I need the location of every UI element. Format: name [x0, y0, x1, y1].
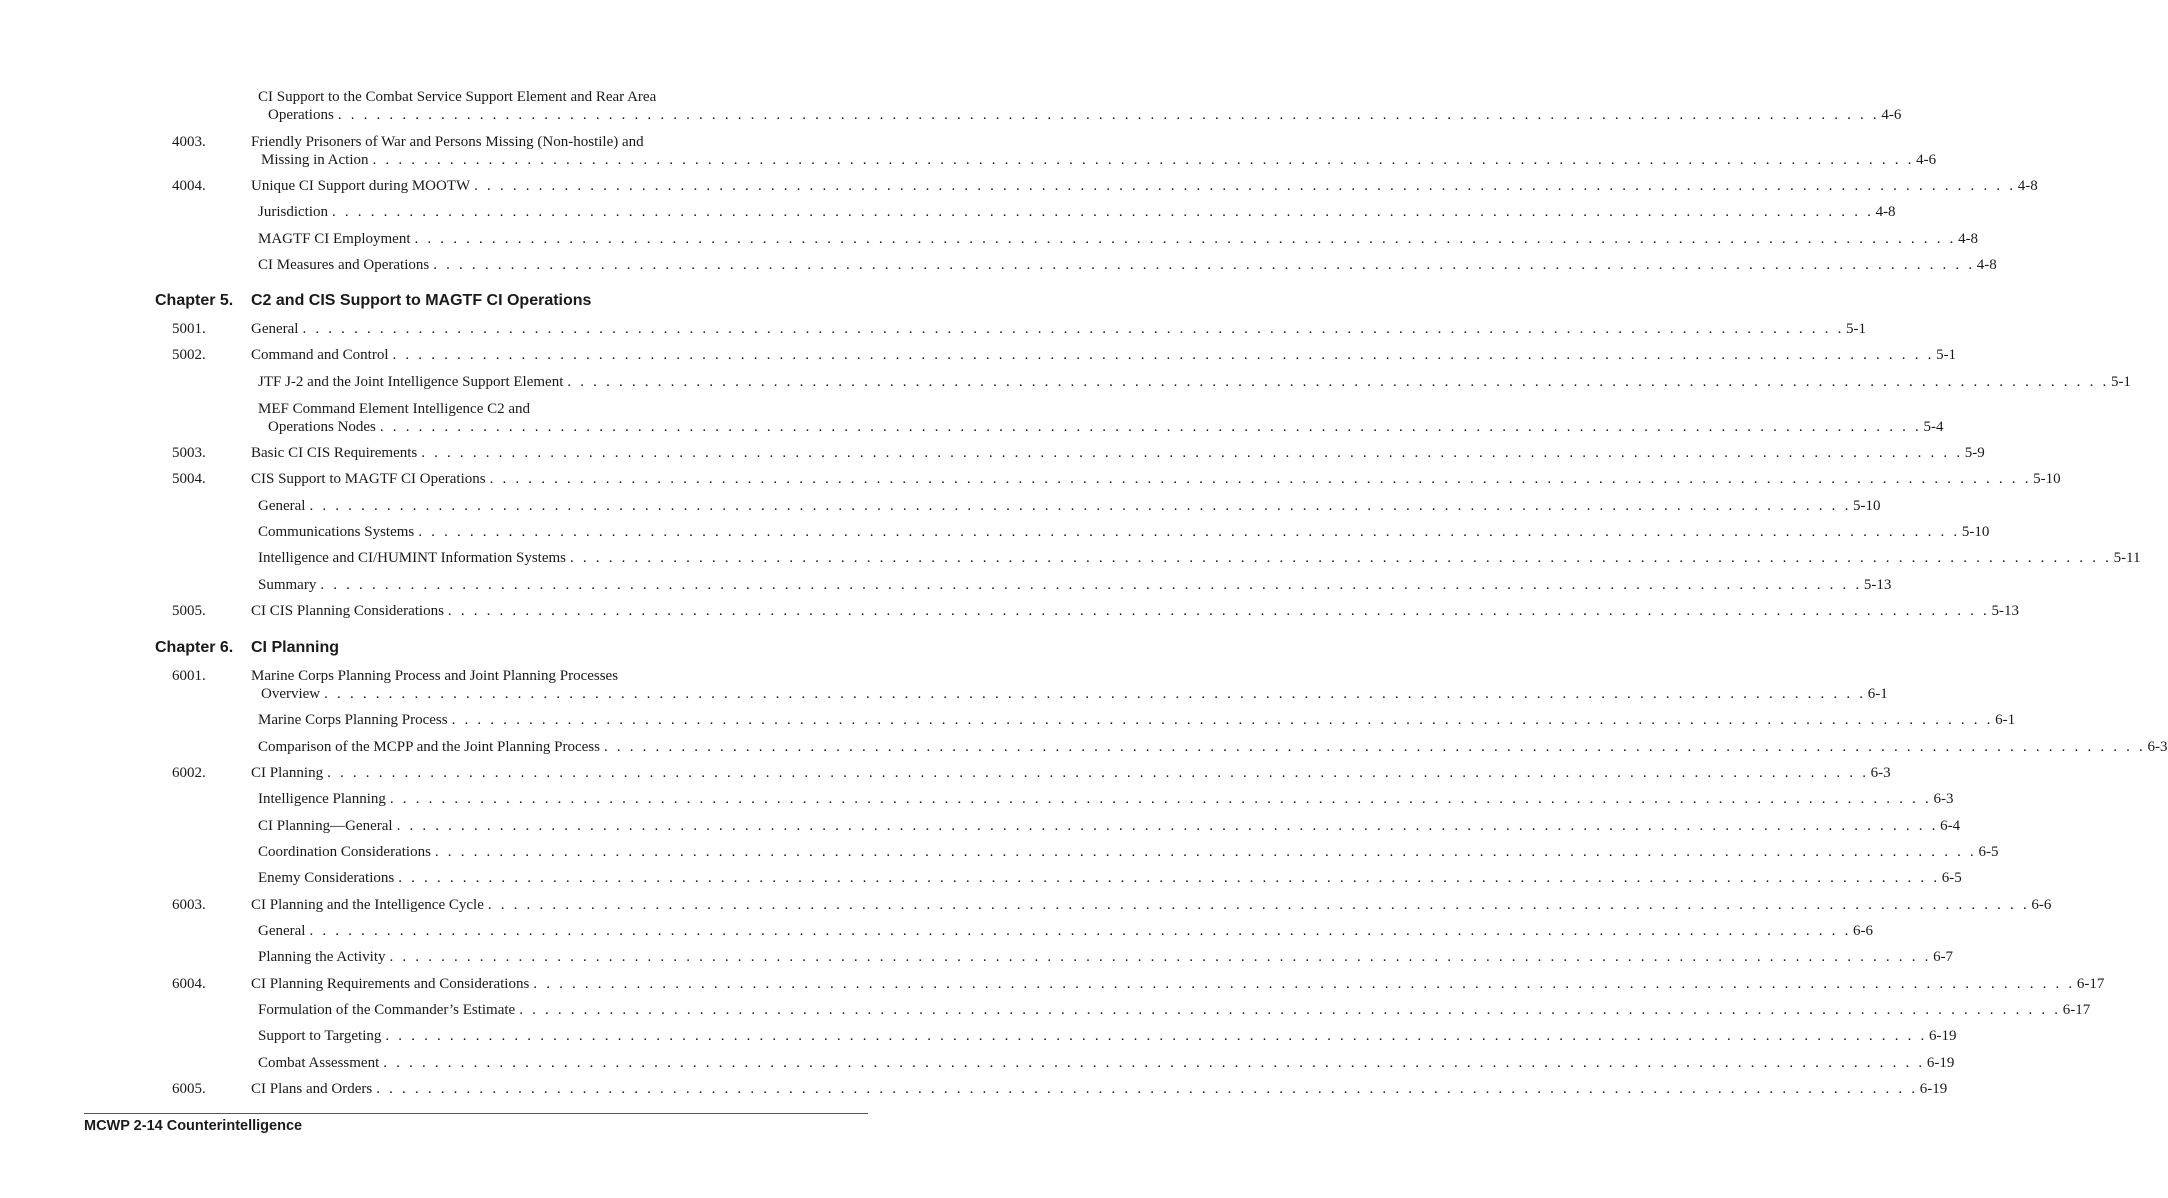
- section-number: 6002.: [172, 765, 206, 781]
- page-number: 4-8: [1875, 204, 1896, 220]
- dot-leader: . . . . . . . . . . . . . . . . . . . . . . . . . . . . . . . . . . . . . . . . . . . . . . . . . . . . . . . . . . . . . . . . . . . . . . . . . . . . . . . . . . . . . . . . . . . . . . . . . . . . . . . . . . . . . . . . . . . . . . . .: [487, 897, 2030, 913]
- entry-leader-line: [251, 151, 1937, 169]
- entry-title-text: Enemy Considerations: [258, 870, 395, 886]
- entry-title-text: Formulation of the Commander’s Estimate: [258, 1002, 516, 1018]
- page-number: 5-10: [1961, 524, 1990, 540]
- page-number: 6-3: [1870, 765, 1891, 781]
- entry-title-text: Marine Corps Planning Process: [258, 712, 448, 728]
- entry-title: [251, 177, 2038, 195]
- entry-title-text: Support to Targeting: [258, 1028, 382, 1044]
- page-number: 6-5: [1941, 870, 1962, 886]
- dot-leader: . . . . . . . . . . . . . . . . . . . . . . . . . . . . . . . . . . . . . . . . . . . . . . . . . . . . . . . . . . . . . . . . . . . . . . . . . . . . . . . . . . . . . . . . . . . . . . . . . . . . . . . . . . . . . . . . . . . . . . . .: [385, 1028, 1927, 1044]
- entry-title-text: Missing in Action: [261, 152, 369, 168]
- entry-title-text: CI Planning—General: [258, 818, 393, 834]
- entry-title-line: Friendly Prisoners of War and Persons Missing (Non-hostile) and: [251, 134, 644, 150]
- entry-title-text: General: [258, 498, 306, 514]
- entry-leader-line: [251, 896, 2052, 914]
- entry-leader-line: [251, 444, 1985, 462]
- page-number: 6-6: [1853, 923, 1874, 939]
- entry-leader-line: [251, 470, 2061, 488]
- entry-title: [258, 203, 1896, 221]
- dot-leader: . . . . . . . . . . . . . . . . . . . . . . . . . . . . . . . . . . . . . . . . . . . . . . . . . . . . . . . . . . . . . . . . . . . . . . . . . . . . . . . . . . . . . . . . . . . . . . . . . . . . . . . . . . . . . . . . . . . . . . . .: [447, 603, 1990, 619]
- entry-title-text: Overview: [261, 686, 321, 702]
- entry-leader-line: [258, 1001, 2091, 1019]
- footer-title: MCWP 2-14 Counterintelligence: [84, 1118, 303, 1134]
- dot-leader: . . . . . . . . . . . . . . . . . . . . . . . . . . . . . . . . . . . . . . . . . . . . . . . . . . . . . . . . . . . . . . . . . . . . . . . . . . . . . . . . . . . . . . . . . . . . . . . . . . . . . . . . . . . . . . . . . . . . . . . .: [603, 739, 2146, 755]
- entry-title: [251, 346, 1957, 364]
- entry-title: [258, 843, 1999, 861]
- entry-title: [258, 1027, 1957, 1045]
- entry-title-text: CI CIS Planning Considerations: [251, 603, 444, 619]
- entry-leader-line: [258, 549, 2141, 567]
- entry-title: [251, 470, 2061, 488]
- entry-title: [258, 738, 2168, 756]
- entry-title: [258, 576, 1892, 594]
- entry-title-text: MAGTF CI Employment: [258, 231, 411, 247]
- entry-leader-line: [251, 346, 1957, 364]
- entry-title: [251, 444, 1985, 462]
- entry-title: [258, 373, 2131, 391]
- page-number: 5-13: [1863, 577, 1892, 593]
- dot-leader: . . . . . . . . . . . . . . . . . . . . . . . . . . . . . . . . . . . . . . . . . . . . . . . . . . . . . . . . . . . . . . . . . . . . . . . . . . . . . . . . . . . . . . . . . . . . . . . . . . . . . . . . . . . . . . . . . . . . . . . .: [433, 257, 1975, 273]
- dot-leader: . . . . . . . . . . . . . . . . . . . . . . . . . . . . . . . . . . . . . . . . . . . . . . . . . . . . . . . . . . . . . . . . . . . . . . . . . . . . . . . . . . . . . . . . . . . . . . . . . . . . . . . . . . . . . . . . . . . . . . . .: [421, 445, 1963, 461]
- section-number: 5003.: [172, 445, 206, 461]
- section-number: 5005.: [172, 603, 206, 619]
- page-number: 6-3: [1933, 791, 1954, 807]
- dot-leader: . . . . . . . . . . . . . . . . . . . . . . . . . . . . . . . . . . . . . . . . . . . . . . . . . . . . . . . . . . . . . . . . . . . . . . . . . . . . . . . . . . . . . . . . . . . . . . . . . . . . . . . . . . . . . . . . . . . . . . . .: [324, 686, 1866, 702]
- dot-leader: . . . . . . . . . . . . . . . . . . . . . . . . . . . . . . . . . . . . . . . . . . . . . . . . . . . . . . . . . . . . . . . . . . . . . . . . . . . . . . . . . . . . . . . . . . . . . . . . . . . . . . . . . . . . . . . . . . . . . . . .: [392, 347, 1935, 363]
- entry-leader-line: [251, 764, 1891, 782]
- entry-leader-line: [258, 1054, 1955, 1072]
- chapter-title: C2 and CIS Support to MAGTF CI Operations: [251, 292, 592, 309]
- entry-title: [258, 549, 2141, 567]
- section-number: 5002.: [172, 347, 206, 363]
- dot-leader: . . . . . . . . . . . . . . . . . . . . . . . . . . . . . . . . . . . . . . . . . . . . . . . . . . . . . . . . . . . . . . . . . . . . . . . . . . . . . . . . . . . . . . . . . . . . . . . . . . . . . . . . . . . . . . . . . . . . . . . .: [327, 765, 1869, 781]
- dot-leader: . . . . . . . . . . . . . . . . . . . . . . . . . . . . . . . . . . . . . . . . . . . . . . . . . . . . . . . . . . . . . . . . . . . . . . . . . . . . . . . . . . . . . . . . . . . . . . . . . . . . . . . . . . . . . . . . . . . . . . . .: [474, 178, 2016, 194]
- page-number: 6-4: [1940, 818, 1961, 834]
- entry-title-text: Summary: [258, 577, 317, 593]
- entry-title: [251, 602, 2019, 620]
- entry-leader-line: [258, 790, 1954, 808]
- dot-leader: . . . . . . . . . . . . . . . . . . . . . . . . . . . . . . . . . . . . . . . . . . . . . . . . . . . . . . . . . . . . . . . . . . . . . . . . . . . . . . . . . . . . . . . . . . . . . . . . . . . . . . . . . . . . . . . . . . . . . . . .: [332, 204, 1874, 220]
- entry-leader-line: [258, 373, 2131, 391]
- entry-title-text: Planning the Activity: [258, 949, 386, 965]
- dot-leader: . . . . . . . . . . . . . . . . . . . . . . . . . . . . . . . . . . . . . . . . . . . . . . . . . . . . . . . . . . . . . . . . . . . . . . . . . . . . . . . . . . . . . . . . . . . . . . . . . . . . . . . . . . . . . . . . . . . . . . . .: [337, 107, 1880, 123]
- entry-leader-line: [258, 497, 1881, 515]
- page-number: 6-19: [1919, 1081, 1948, 1097]
- page-number: 4-6: [1881, 107, 1902, 123]
- entry-title-text: General: [258, 923, 306, 939]
- entry-title-text: Unique CI Support during MOOTW: [251, 178, 471, 194]
- entry-title-text: Operations: [268, 107, 334, 123]
- entry-title: [258, 523, 1990, 541]
- entry-title: [258, 817, 1961, 835]
- dot-leader: . . . . . . . . . . . . . . . . . . . . . . . . . . . . . . . . . . . . . . . . . . . . . . . . . . . . . . . . . . . . . . . . . . . . . . . . . . . . . . . . . . . . . . . . . . . . . . . . . . . . . . . . . . . . . . . . . . . . . . . .: [396, 818, 1939, 834]
- entry-title: [258, 497, 1881, 515]
- section-number: 5004.: [172, 471, 206, 487]
- entry-leader-line: [258, 1027, 1957, 1045]
- dot-leader: . . . . . . . . . . . . . . . . . . . . . . . . . . . . . . . . . . . . . . . . . . . . . . . . . . . . . . . . . . . . . . . . . . . . . . . . . . . . . . . . . . . . . . . . . . . . . . . . . . . . . . . . . . . . . . . . . . . . . . . .: [320, 577, 1862, 593]
- entry-title: [251, 320, 1867, 338]
- dot-leader: . . . . . . . . . . . . . . . . . . . . . . . . . . . . . . . . . . . . . . . . . . . . . . . . . . . . . . . . . . . . . . . . . . . . . . . . . . . . . . . . . . . . . . . . . . . . . . . . . . . . . . . . . . . . . . . . . . . . . . . .: [389, 791, 1932, 807]
- page-number: 6-17: [2076, 976, 2105, 992]
- page-number: 5-4: [1923, 419, 1944, 435]
- dot-leader: . . . . . . . . . . . . . . . . . . . . . . . . . . . . . . . . . . . . . . . . . . . . . . . . . . . . . . . . . . . . . . . . . . . . . . . . . . . . . . . . . . . . . . . . . . . . . . . . . . . . . . . . . . . . . . . . . . . . . . . .: [376, 1081, 1918, 1097]
- entry-leader-line: [258, 106, 1902, 124]
- dot-leader: . . . . . . . . . . . . . . . . . . . . . . . . . . . . . . . . . . . . . . . . . . . . . . . . . . . . . . . . . . . . . . . . . . . . . . . . . . . . . . . . . . . . . . . . . . . . . . . . . . . . . . . . . . . . . . . . . . . . . . . .: [489, 471, 2032, 487]
- entry-title-text: Basic CI CIS Requirements: [251, 445, 418, 461]
- dot-leader: . . . . . . . . . . . . . . . . . . . . . . . . . . . . . . . . . . . . . . . . . . . . . . . . . . . . . . . . . . . . . . . . . . . . . . . . . . . . . . . . . . . . . . . . . . . . . . . . . . . . . . . . . . . . . . . . . . . . . . . .: [570, 550, 2112, 566]
- page-number: 5-1: [2110, 374, 2131, 390]
- dot-leader: . . . . . . . . . . . . . . . . . . . . . . . . . . . . . . . . . . . . . . . . . . . . . . . . . . . . . . . . . . . . . . . . . . . . . . . . . . . . . . . . . . . . . . . . . . . . . . . . . . . . . . . . . . . . . . . . . . . . . . . .: [389, 949, 1932, 965]
- entry-title-text: CI Planning and the Intelligence Cycle: [251, 897, 484, 913]
- dot-leader: . . . . . . . . . . . . . . . . . . . . . . . . . . . . . . . . . . . . . . . . . . . . . . . . . . . . . . . . . . . . . . . . . . . . . . . . . . . . . . . . . . . . . . . . . . . . . . . . . . . . . . . . . . . . . . . . . . . . . . . .: [567, 374, 2109, 390]
- entry-title-text: Coordination Considerations: [258, 844, 431, 860]
- dot-leader: . . . . . . . . . . . . . . . . . . . . . . . . . . . . . . . . . . . . . . . . . . . . . . . . . . . . . . . . . . . . . . . . . . . . . . . . . . . . . . . . . . . . . . . . . . . . . . . . . . . . . . . . . . . . . . . . . . . . . . . .: [418, 524, 1960, 540]
- entry-title-line: Marine Corps Planning Process and Joint Planning Processes: [251, 668, 619, 684]
- section-number: 6005.: [172, 1081, 206, 1097]
- page-number: 4-6: [1916, 152, 1937, 168]
- dot-leader: . . . . . . . . . . . . . . . . . . . . . . . . . . . . . . . . . . . . . . . . . . . . . . . . . . . . . . . . . . . . . . . . . . . . . . . . . . . . . . . . . . . . . . . . . . . . . . . . . . . . . . . . . . . . . . . . . . . . . . . .: [398, 870, 1940, 886]
- entry-title: [251, 764, 1891, 782]
- entry-title: [258, 230, 1979, 248]
- entry-title-line: MEF Command Element Intelligence C2 and: [258, 401, 531, 417]
- page-number: 5-10: [2033, 471, 2061, 487]
- entry-title: [258, 711, 2016, 729]
- entry-leader-line: [258, 922, 1874, 940]
- entry-title: [258, 256, 1997, 274]
- page-number: 6-17: [2062, 1002, 2091, 1018]
- entry-leader-line: [251, 685, 1888, 703]
- chapter-label: Chapter 5.: [155, 292, 234, 309]
- entry-title-text: Intelligence and CI/HUMINT Information Systems: [258, 550, 566, 566]
- entry-leader-line: [258, 948, 1954, 966]
- page-number: 5-10: [1853, 498, 1881, 514]
- entry-leader-line: [258, 418, 1944, 436]
- entry-leader-line: [258, 203, 1896, 221]
- entry-leader-line: [258, 817, 1961, 835]
- footer-rule: [84, 1113, 868, 1114]
- entry-title: [258, 400, 1944, 436]
- dot-leader: . . . . . . . . . . . . . . . . . . . . . . . . . . . . . . . . . . . . . . . . . . . . . . . . . . . . . . . . . . . . . . . . . . . . . . . . . . . . . . . . . . . . . . . . . . . . . . . . . . . . . . . . . . . . . . . . . . . . . . . .: [451, 712, 1994, 728]
- entry-title-text: Jurisdiction: [258, 204, 328, 220]
- entry-title: [258, 790, 1954, 808]
- entry-leader-line: [258, 576, 1892, 594]
- page-number: 6-1: [1995, 712, 2016, 728]
- entry-title: [258, 88, 1902, 124]
- section-number: 6004.: [172, 976, 206, 992]
- entry-title-text: Combat Assessment: [258, 1055, 380, 1071]
- page-number: 5-1: [1936, 347, 1957, 363]
- page-number: 6-7: [1933, 949, 1954, 965]
- dot-leader: . . . . . . . . . . . . . . . . . . . . . . . . . . . . . . . . . . . . . . . . . . . . . . . . . . . . . . . . . . . . . . . . . . . . . . . . . . . . . . . . . . . . . . . . . . . . . . . . . . . . . . . . . . . . . . . . . . . . . . . .: [372, 152, 1915, 168]
- entry-title-text: Operations Nodes: [268, 419, 376, 435]
- entry-title: [251, 667, 1888, 703]
- page-number: 6-5: [1978, 844, 1999, 860]
- chapter-label: Chapter 6.: [155, 639, 234, 656]
- entry-title-text: Communications Systems: [258, 524, 415, 540]
- entry-leader-line: [258, 230, 1979, 248]
- entry-title-text: Intelligence Planning: [258, 791, 386, 807]
- page-number: 4-8: [1958, 231, 1979, 247]
- section-number: 5001.: [172, 321, 206, 337]
- entry-leader-line: [258, 738, 2168, 756]
- page-number: 6-3: [2147, 739, 2168, 755]
- dot-leader: . . . . . . . . . . . . . . . . . . . . . . . . . . . . . . . . . . . . . . . . . . . . . . . . . . . . . . . . . . . . . . . . . . . . . . . . . . . . . . . . . . . . . . . . . . . . . . . . . . . . . . . . . . . . . . . . . . . . . . . .: [383, 1055, 1925, 1071]
- section-number: 4003.: [172, 134, 206, 150]
- entry-title-text: General: [251, 321, 299, 337]
- entry-leader-line: [258, 523, 1990, 541]
- entry-title-text: CI Planning Requirements and Considerations: [251, 976, 530, 992]
- entry-title: [258, 948, 1954, 966]
- entry-title-text: Command and Control: [251, 347, 389, 363]
- dot-leader: . . . . . . . . . . . . . . . . . . . . . . . . . . . . . . . . . . . . . . . . . . . . . . . . . . . . . . . . . . . . . . . . . . . . . . . . . . . . . . . . . . . . . . . . . . . . . . . . . . . . . . . . . . . . . . . . . . . . . . . .: [533, 976, 2075, 992]
- entry-title: [251, 133, 1937, 169]
- page-number: 4-8: [2017, 178, 2038, 194]
- entry-title: [251, 1080, 1948, 1098]
- page-number: 6-6: [2031, 897, 2052, 913]
- entry-title: [258, 869, 1962, 887]
- chapter-title: CI Planning: [251, 639, 339, 656]
- entry-title-text: CI Plans and Orders: [251, 1081, 373, 1097]
- entry-leader-line: [251, 320, 1867, 338]
- entry-title: [258, 1054, 1955, 1072]
- entry-title: [251, 975, 2105, 993]
- dot-leader: . . . . . . . . . . . . . . . . . . . . . . . . . . . . . . . . . . . . . . . . . . . . . . . . . . . . . . . . . . . . . . . . . . . . . . . . . . . . . . . . . . . . . . . . . . . . . . . . . . . . . . . . . . . . . . . . . . . . . . . .: [434, 844, 1977, 860]
- entry-leader-line: [258, 711, 2016, 729]
- page-number: 5-11: [2113, 550, 2141, 566]
- dot-leader: . . . . . . . . . . . . . . . . . . . . . . . . . . . . . . . . . . . . . . . . . . . . . . . . . . . . . . . . . . . . . . . . . . . . . . . . . . . . . . . . . . . . . . . . . . . . . . . . . . . . . . . . . . . . . . . . . . . . . . . .: [309, 923, 1852, 939]
- section-number: 4004.: [172, 178, 206, 194]
- page-number: 5-1: [1846, 321, 1867, 337]
- dot-leader: . . . . . . . . . . . . . . . . . . . . . . . . . . . . . . . . . . . . . . . . . . . . . . . . . . . . . . . . . . . . . . . . . . . . . . . . . . . . . . . . . . . . . . . . . . . . . . . . . . . . . . . . . . . . . . . . . . . . . . . .: [302, 321, 1845, 337]
- entry-leader-line: [258, 843, 1999, 861]
- section-number: 6001.: [172, 668, 206, 684]
- entry-title-text: CI Planning: [251, 765, 324, 781]
- dot-leader: . . . . . . . . . . . . . . . . . . . . . . . . . . . . . . . . . . . . . . . . . . . . . . . . . . . . . . . . . . . . . . . . . . . . . . . . . . . . . . . . . . . . . . . . . . . . . . . . . . . . . . . . . . . . . . . . . . . . . . . .: [309, 498, 1852, 514]
- entry-leader-line: [251, 1080, 1948, 1098]
- dot-leader: . . . . . . . . . . . . . . . . . . . . . . . . . . . . . . . . . . . . . . . . . . . . . . . . . . . . . . . . . . . . . . . . . . . . . . . . . . . . . . . . . . . . . . . . . . . . . . . . . . . . . . . . . . . . . . . . . . . . . . . .: [379, 419, 1922, 435]
- entry-title-text: JTF J-2 and the Joint Intelligence Support Element: [258, 374, 564, 390]
- dot-leader: . . . . . . . . . . . . . . . . . . . . . . . . . . . . . . . . . . . . . . . . . . . . . . . . . . . . . . . . . . . . . . . . . . . . . . . . . . . . . . . . . . . . . . . . . . . . . . . . . . . . . . . . . . . . . . . . . . . . . . . .: [519, 1002, 2061, 1018]
- entry-title: [258, 922, 1874, 940]
- entry-title-text: Comparison of the MCPP and the Joint Planning Process: [258, 739, 600, 755]
- entry-title-text: CI Measures and Operations: [258, 257, 430, 273]
- page-number: 6-1: [1867, 686, 1888, 702]
- entry-title-text: CIS Support to MAGTF CI Operations: [251, 471, 486, 487]
- entry-leader-line: [251, 602, 2019, 620]
- entry-leader-line: [251, 177, 2038, 195]
- section-number: 6003.: [172, 897, 206, 913]
- page-number: 5-9: [1964, 445, 1985, 461]
- page-number: 6-19: [1926, 1055, 1955, 1071]
- page-number: 5-13: [1991, 603, 2019, 619]
- entry-title: [258, 1001, 2091, 1019]
- dot-leader: . . . . . . . . . . . . . . . . . . . . . . . . . . . . . . . . . . . . . . . . . . . . . . . . . . . . . . . . . . . . . . . . . . . . . . . . . . . . . . . . . . . . . . . . . . . . . . . . . . . . . . . . . . . . . . . . . . . . . . . .: [414, 231, 1957, 247]
- entry-title: [251, 896, 2052, 914]
- page-number: 4-8: [1976, 257, 1997, 273]
- entry-leader-line: [258, 256, 1997, 274]
- entry-leader-line: [251, 975, 2105, 993]
- entry-leader-line: [258, 869, 1962, 887]
- entry-title-line: CI Support to the Combat Service Support Element and Rear Area: [258, 89, 657, 105]
- page-number: 6-19: [1928, 1028, 1957, 1044]
